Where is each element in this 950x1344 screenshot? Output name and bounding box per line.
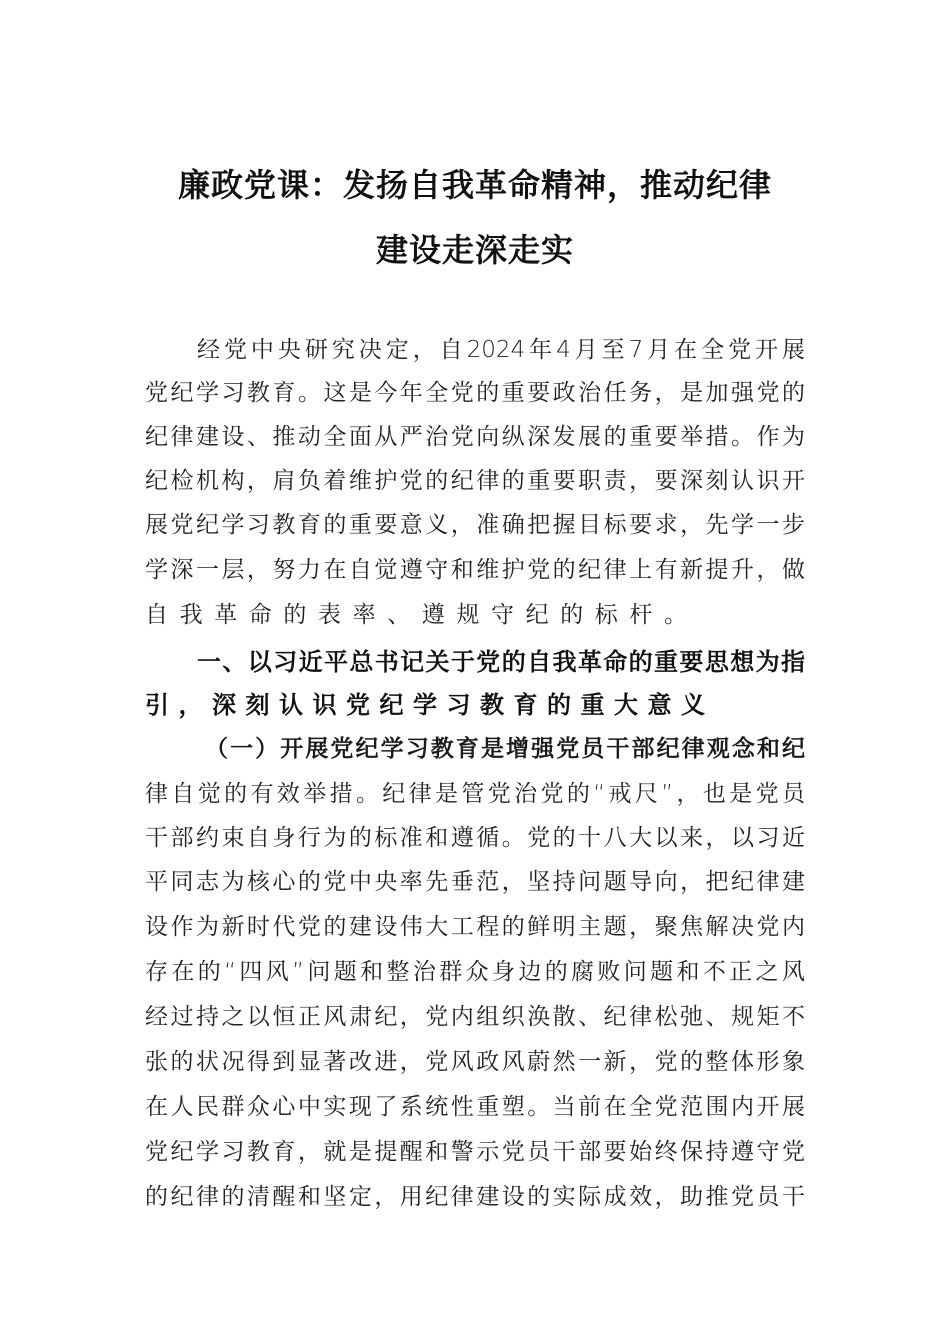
- paragraph-line: 张的状况得到显著改进，党风政风蔚然一新，党的整体形象: [145, 1049, 805, 1075]
- subsection-heading-line: （一）开展党纪学习教育是增强党员干部纪律观念和纪: [205, 736, 805, 762]
- paragraph-line: 党纪学习教育，就是提醒和警示党员干部要始终保持遵守党: [145, 1139, 805, 1165]
- paragraph-line: 干部约束自身行为的标准和遵循。党的十八大以来，以习近: [145, 825, 805, 851]
- paragraph-line: 平同志为核心的党中央率先垂范，坚持问题导向，把纪律建: [145, 869, 805, 895]
- paragraph-line: 自我革命的表率、遵规守纪的标杆。: [145, 602, 699, 628]
- paragraph-line: 的纪律的清醒和坚定，用纪律建设的实际成效，助推党员干: [145, 1184, 805, 1210]
- paragraph-line: 展党纪学习教育的重要意义，准确把握目标要求，先学一步: [145, 512, 805, 538]
- paragraph-line: 党纪学习教育。这是今年全党的重要政治任务，是加强党的: [145, 380, 805, 406]
- section-heading-line: 一、以习近平总书记关于党的自我革命的重要思想为指: [197, 648, 805, 676]
- document-title-line-1: 廉政党课：发扬自我革命精神，推动纪律: [177, 166, 772, 204]
- document-title-line-2: 建设走深走实: [375, 231, 574, 269]
- paragraph-line: 学深一层，努力在自觉遵守和维护党的纪律上有新提升，做: [145, 557, 805, 583]
- paragraph-line: 经过持之以恒正风肃纪，党内组织涣散、纪律松弛、规矩不: [145, 1004, 805, 1030]
- paragraph-line: 在人民群众心中实现了系统性重塑。当前在全党范围内开展: [145, 1094, 805, 1120]
- paragraph-line: 纪检机构，肩负着维护党的纪律的重要职责，要深刻认识开: [145, 468, 805, 494]
- paragraph-line: 纪律建设、推动全面从严治党向纵深发展的重要举措。作为: [145, 424, 805, 450]
- section-heading-line: 引，深刻认识党纪学习教育的重大意义: [145, 691, 715, 719]
- paragraph-line: 经党中央研究决定，自2024年4月至7月在全党开展: [197, 337, 805, 363]
- paragraph-line: 律自觉的有效举措。纪律是管党治党的“戒尺”，也是党员: [145, 781, 805, 807]
- paragraph-line: 设作为新时代党的建设伟大工程的鲜明主题，聚焦解决党内: [145, 914, 805, 940]
- paragraph-line: 存在的“四风”问题和整治群众身边的腐败问题和不正之风: [145, 959, 805, 985]
